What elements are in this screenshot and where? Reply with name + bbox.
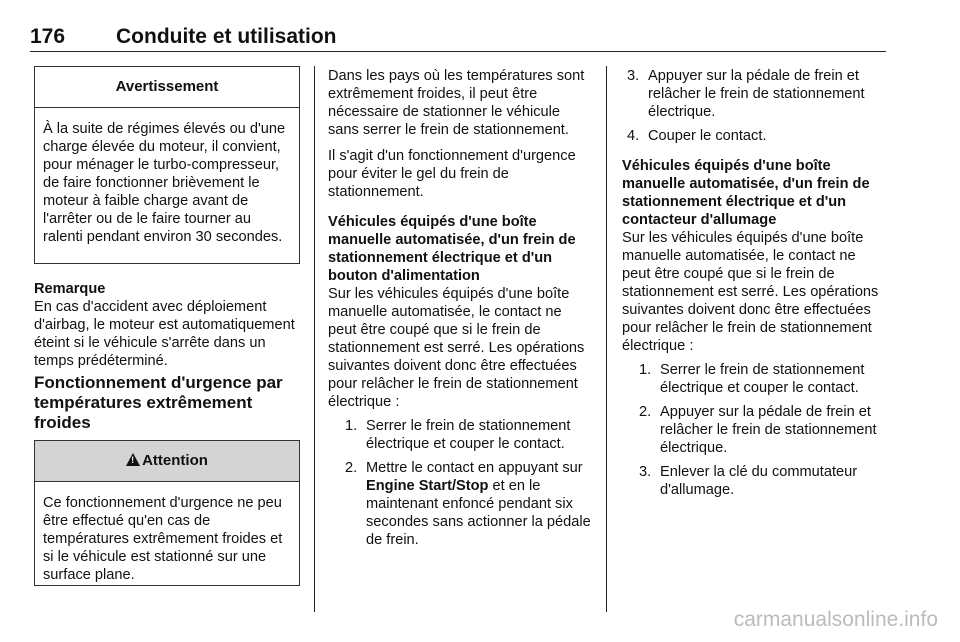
header-rule <box>30 51 886 52</box>
sub-heading-power-button: Véhicules équipés d'une boîte manuelle automatisée, d'un frein de stationnement électrique et d'un bouton d'alimentation <box>328 214 576 284</box>
attention-box-title: Attention <box>142 452 208 469</box>
steps-list-continued <box>622 67 888 145</box>
page-number: 176 <box>30 25 66 48</box>
list-item: 4. Couper le contact. <box>627 128 767 144</box>
intro-paragraph-1: Dans les pays où les températures sont extrêmement froides, il peut être nécessaire de stationner le véhicule sans serrer le frein de stationnement. <box>328 68 585 138</box>
note-text: En cas d'accident avec déploiement d'airbag, le moteur est automatiquement éteint si le véhicule s'arrête dans un temps prédéterminé. <box>34 299 295 369</box>
list-item: 2. Mettre le contact en appuyant sur Engine Start/Stop et en le maintenant enfoncé pendant six secondes sans actionner la pédale de frein. <box>345 460 591 548</box>
steps-list <box>328 417 594 549</box>
attention-box <box>34 440 300 586</box>
column-2 <box>328 67 594 549</box>
watermark: carmanualsonline.info <box>733 608 938 631</box>
warning-box-text: À la suite de régimes élevés ou d'une charge élevée du moteur, il convient, pour ménager le turbo-compresseur, de faire fonctionner brièvement le moteur à faible charge avant de l'arrêter ou de le faire tourner au ralenti pendant environ 30 secondes. <box>43 121 286 245</box>
list-item: 1. Serrer le frein de stationnement électrique et couper le contact. <box>345 418 571 452</box>
warning-box-title: Avertissement <box>35 67 299 108</box>
list-item: 3. Appuyer sur la pédale de frein et relâcher le frein de stationnement électrique. <box>627 68 865 120</box>
engine-start-stop-label: Engine Start/Stop <box>366 478 489 494</box>
list-item: 2. Appuyer sur la pédale de frein et relâcher le frein de stationnement électrique. <box>639 404 877 456</box>
list-item: 3. Enlever la clé du commutateur d'allumage. <box>639 464 858 498</box>
steps-list <box>622 361 888 499</box>
note-title: Remarque <box>34 281 106 297</box>
column-divider-2 <box>606 66 607 612</box>
sub-heading-ignition-switch: Véhicules équipés d'une boîte manuelle automatisée, d'un frein de stationnement électrique et d'un contacteur d'allumage <box>622 158 870 228</box>
section-title: Fonctionnement d'urgence par températures extrêmement froides <box>34 373 283 432</box>
page-title: Conduite et utilisation <box>116 25 337 48</box>
list-item: 1. Serrer le frein de stationnement électrique et couper le contact. <box>639 362 865 396</box>
column-3 <box>622 67 888 499</box>
warning-triangle-icon <box>126 453 140 466</box>
body-paragraph: Sur les véhicules équipés d'une boîte manuelle automatisée, le contact ne peut être coupé que si le frein de stationnement est serré. Les opérations suivantes doivent donc être effectuées pour relâcher le frein de stationnement électrique : <box>328 286 585 410</box>
column-divider-1 <box>314 66 315 612</box>
warning-box <box>34 66 300 264</box>
attention-box-header <box>35 441 299 482</box>
intro-paragraph-2: Il s'agit d'un fonctionnement d'urgence pour éviter le gel du frein de stationnement. <box>328 148 576 200</box>
page-header <box>30 24 886 50</box>
attention-box-text: Ce fonctionnement d'urgence ne peu être effectué qu'en cas de températures extrêmement froides et si le véhicule est stationné sur une surface plane. <box>43 495 283 583</box>
body-paragraph: Sur les véhicules équipés d'une boîte manuelle automatisée, le contact ne peut être coupé que si le frein de stationnement est serré. Les opérations suivantes doivent donc être effectuées pour relâcher le frein de stationnement électrique : <box>622 230 879 354</box>
note-block <box>34 280 300 370</box>
